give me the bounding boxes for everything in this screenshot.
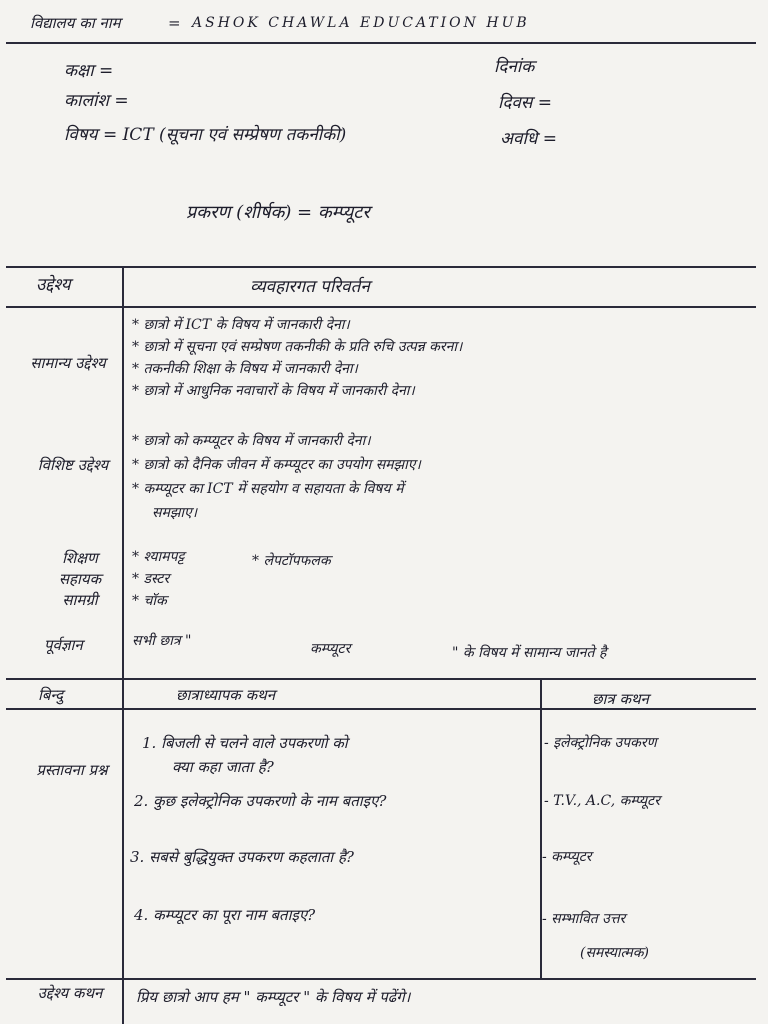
aim-statement-text: प्रिय छात्रो आप हम " कम्प्यूटर " के विषय में पढेंगे। bbox=[136, 988, 411, 1006]
answer-2: - T.V., A.C, कम्प्यूटर bbox=[544, 793, 660, 809]
objectives-header-left: उद्देश्य bbox=[36, 275, 71, 295]
table-col-student: छात्र कथन bbox=[592, 690, 649, 708]
general-item-3: * तकनीकी शिक्षा के विषय में जानकारी देना। bbox=[132, 361, 358, 377]
table-divider-left bbox=[122, 678, 124, 1024]
date-label: दिनांक bbox=[494, 57, 535, 77]
day-label: दिवस = bbox=[498, 93, 553, 113]
duration-label: अवधि = bbox=[500, 129, 557, 149]
question-4: 4. कम्प्यूटर का पूरा नाम बताइए? bbox=[134, 906, 316, 924]
prior-text-a: सभी छात्र " bbox=[132, 633, 192, 649]
material-item-2: * लेपटॉपफलक bbox=[252, 553, 331, 569]
answer-4-note: (समस्यात्मक) bbox=[580, 945, 650, 961]
prior-text-b: कम्प्यूटर bbox=[310, 641, 351, 657]
objectives-top-rule bbox=[6, 266, 756, 268]
subject-label: विषय = ICT (सूचना एवं सम्प्रेषण तकनीकी) bbox=[64, 125, 347, 145]
specific-objectives-label: विशिष्ट उद्देश्य bbox=[37, 456, 109, 474]
prior-text-c: " के विषय में सामान्य जानते है bbox=[452, 645, 607, 661]
table-divider-right bbox=[540, 678, 542, 978]
material-item-4: * चॉक bbox=[132, 593, 167, 609]
objectives-header-right: व्यवहारगत परिवर्तन bbox=[250, 277, 370, 297]
header-rule bbox=[6, 42, 756, 44]
general-item-2: * छात्रो में सूचना एवं सम्प्रेषण तकनीकी के प्रति रुचि उत्पन्न करना। bbox=[132, 339, 463, 355]
intro-questions-label: प्रस्तावना प्रश्न bbox=[36, 761, 108, 779]
school-name: ASHOK CHAWLA EDUCATION HUB bbox=[192, 15, 530, 31]
topic-title: प्रकरण (शीर्षक) = कम्प्यूटर bbox=[186, 202, 370, 223]
material-item-1: * श्यामपट्ट bbox=[132, 549, 185, 565]
period-label: कालांश = bbox=[64, 91, 129, 111]
question-2: 2. कुछ इलेक्ट्रोनिक उपकरणो के नाम बताइए? bbox=[134, 792, 387, 810]
question-3: 3. सबसे बुद्धियुक्त उपकरण कहलाता है? bbox=[130, 848, 354, 866]
objectives-divider bbox=[122, 266, 124, 678]
objectives-header-rule bbox=[6, 306, 756, 308]
general-item-4: * छात्रो में आधुनिक नवाचारों के विषय में जानकारी देना। bbox=[132, 383, 415, 399]
question-1-line-1: 1. बिजली से चलने वाले उपकरणो को bbox=[142, 734, 348, 752]
table-header-rule bbox=[6, 708, 756, 710]
answer-1: - इलेक्ट्रोनिक उपकरण bbox=[544, 735, 657, 751]
table-col-teacher: छात्राध्यापक कथन bbox=[176, 686, 276, 704]
material-label: शिक्षण सहायक सामग्री bbox=[58, 549, 102, 609]
general-item-1: * छात्रो में ICT के विषय में जानकारी देना। bbox=[132, 317, 350, 333]
general-objectives-label: सामान्य उद्देश्य bbox=[30, 354, 106, 372]
class-label: कक्षा = bbox=[64, 61, 114, 81]
prior-knowledge-label: पूर्वज्ञान bbox=[44, 636, 83, 654]
table-col-point: बिन्दु bbox=[38, 686, 64, 704]
specific-item-2: * छात्रो को दैनिक जीवन में कम्प्यूटर का उपयोग समझाए। bbox=[132, 457, 421, 473]
school-label: विद्यालय का नाम bbox=[30, 14, 121, 32]
material-item-3: * डस्टर bbox=[132, 571, 170, 587]
table-top-rule bbox=[6, 678, 756, 680]
specific-item-4: समझाए। bbox=[152, 505, 198, 521]
question-1-line-2: क्या कहा जाता है? bbox=[172, 758, 274, 776]
table-bottom-rule bbox=[6, 978, 756, 980]
answer-3: - कम्प्यूटर bbox=[542, 849, 592, 865]
answer-4: - सम्भावित उत्तर bbox=[542, 911, 626, 927]
school-eq: = bbox=[168, 14, 181, 32]
specific-item-3: * कम्प्यूटर का ICT में सहयोग व सहायता के विषय में bbox=[132, 481, 404, 497]
specific-item-1: * छात्रो को कम्प्यूटर के विषय में जानकारी देना। bbox=[132, 433, 371, 449]
aim-statement-label: उद्देश्य कथन bbox=[37, 984, 103, 1002]
